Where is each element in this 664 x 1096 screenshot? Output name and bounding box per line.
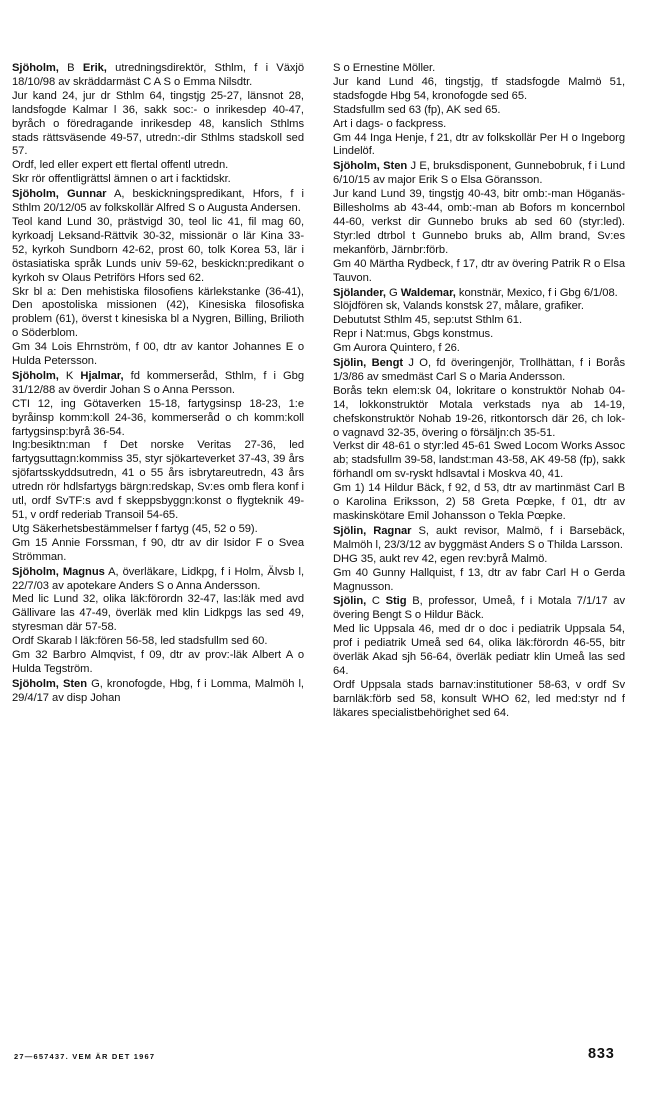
entry-paragraph: Jur kand Lund 46, tingstjg, tf stadsfogde Malmö 51, stadsfogde Hbg 54, kronofogde sed 65. bbox=[333, 75, 625, 102]
entry-paragraph: Ordf Uppsala stads barnav:institutioner 58-63, v ordf Sv barnläk:förb sed 58, konsult WHO 62, led med:styr nd f läkares specialistbehörighet sed 64. bbox=[333, 678, 625, 719]
entry-paragraph: Gm 32 Barbro Almqvist, f 09, dtr av prov:-läk Albert A o Hulda Tegström. bbox=[12, 649, 304, 675]
headword: Sjölin, bbox=[333, 524, 367, 537]
headword: Sjöholm, bbox=[12, 188, 59, 201]
entry-text: S, aukt revisor, Malmö, f i Barsebäck, Malmöh l, 23/3/12 av byggmäst Anders S o Thilda Larsson. bbox=[333, 524, 625, 551]
entry-text: J O, fd överingenjör, Trollhättan, f i Borås 1/3/86 av smedmäst Carl S o Maria Andersson. bbox=[333, 357, 625, 383]
entry-paragraph: Repr i Nat:mus, Gbgs konstmus. bbox=[333, 328, 494, 341]
entry-paragraph: Slöjdfören sk, Valands konstsk 27, målare, grafiker. bbox=[333, 300, 584, 313]
entry-sjoholm-erik bbox=[12, 62, 304, 187]
entry-paragraph: Verkst dir 48-61 o styr:led 45-61 Swed Locom Works Assoc ab; stadsfullm 39-58, landst:man 43-58, AK 49-58 (fp), sakk förhandl om sv-ryskt hdlsavtal i Moskva 40, 41. bbox=[333, 440, 625, 481]
entry-paragraph: Teol kand Lund 30, prästvigd 30, teol lic 41, fil mag 60, kyrkoadj Leksand-Rättvik 30-32, missionär o lär Kina 33-52, kyrkoh Sundborn 42-62, prost 60, tolk Korea 53, lär i östasiatiska språk Lunds univ 59-62, beskickn:predikant o kyrkoh sv Olaus Petriförs Hfors sed 62. bbox=[12, 215, 304, 284]
called-name: Gunnar bbox=[66, 188, 107, 201]
entry-sjoholm-sten-g-continued bbox=[333, 62, 625, 159]
called-name: Stig bbox=[385, 595, 407, 608]
entry-sjoholm-hjalmar bbox=[12, 370, 304, 565]
entry-sjolin-bengt bbox=[333, 357, 625, 524]
entry-sjolin-ragnar bbox=[333, 525, 625, 595]
called-name: Erik, bbox=[82, 62, 107, 74]
entry-paragraph: Utg Säkerhetsbestämmelser f fartyg (45, 52 o 59). bbox=[12, 522, 258, 535]
first-name: C bbox=[371, 595, 380, 608]
headword: Sjöholm, bbox=[12, 62, 59, 74]
entry-text: konstnär, Mexico, f i Gbg 6/1/08. bbox=[455, 286, 618, 299]
entry-sjoholm-gunnar bbox=[12, 188, 304, 369]
entry-text: J E, bruksdisponent, Gunnebobruk, f i Lund 6/10/15 av major Erik S o Elsa Göransson. bbox=[333, 160, 625, 187]
first-name: K bbox=[65, 369, 74, 382]
called-name: Magnus bbox=[62, 565, 105, 578]
entry-paragraph: Jur kand Lund 39, tingstjg 40-43, bitr omb:-man Höganäs-Billesholms ab 43-44, omb:-man ab Bofors m koncernbol 44-60, verkst dir Gunnebo bruks ab sed 60 (styr:led). Styr:led dtrbol t Gunnebo bruks ab, Allm brand, Sv:es mekanförb, Järnbr:förb. bbox=[333, 188, 625, 256]
page-number: 833 bbox=[588, 1046, 615, 1062]
entry-text: fd kommerseråd, Sthlm, f i Gbg 31/12/88 av överdir Johan S o Anna Persson. bbox=[12, 369, 305, 396]
entry-paragraph: Skr bl a: Den mehistiska filosofiens kärlekstanke (36-41), Den apostoliska missionen (42), Kinesiska filosofiska problem (61), överst t kinesiska bl a Nygren, Billing, Brilioth o Söderblom. bbox=[12, 285, 304, 340]
headword: Sjölin, bbox=[333, 595, 367, 608]
first-name: B bbox=[67, 62, 75, 74]
entry-paragraph: Ing:besiktn:man f Det norske Veritas 27-36, led fartygsuttagn:kommiss 35, styr sjökarteverket 37-43, 39 års sjöfartsskyddsutredn, 41 o 55 års isbrytareutredn, 43 års utredn rör hdlsfartygs bärgn:redskap, Sv:es omb flera konf i utl, ordf SvTF:s avd f skeppsbyggn:konst o flygteknik 49-51, v ordf rederiab Transoil 54-65. bbox=[12, 439, 304, 521]
entry-paragraph: Stadsfullm sed 63 (fp), AK sed 65. bbox=[333, 103, 501, 116]
called-name: Bengt bbox=[371, 357, 404, 370]
entry-text: A, beskickningspredikant, Hfors, f i Sthlm 20/12/05 av folkskollär Alfred S o Augusta Andersen. bbox=[12, 188, 304, 215]
entry-paragraph: DHG 35, aukt rev 42, egen rev:byrå Malmö. bbox=[333, 552, 548, 565]
entry-paragraph: S o Ernestine Möller. bbox=[333, 62, 436, 74]
entry-text: G, kronofogde, Hbg, f i Lomma, Malmöh l, 29/4/17 av disp Johan bbox=[12, 677, 304, 704]
called-name: Waldemar, bbox=[400, 286, 456, 299]
entry-paragraph: Borås tekn elem:sk 04, lokritare o konstruktör Nohab 04-14, lokkonstruktör Motala verkstads nya ab 14-19, chefskonstruktör Nohab 19-26, ritkontorsch där 26, ch lok- o vagnavd 32-35, övering o försäljn:ch 35-51. bbox=[333, 384, 625, 439]
entry-sjolin-stig bbox=[333, 595, 625, 720]
entry-paragraph: Gm 15 Annie Forssman, f 90, dtr av dir Isidor F o Svea Strömman. bbox=[12, 536, 304, 563]
entry-sjoholm-sten-g bbox=[12, 678, 304, 706]
left-column bbox=[12, 62, 304, 706]
entry-sjoholm-sten-je bbox=[333, 160, 625, 285]
entry-paragraph: Ordf, led eller expert ett flertal offentl utredn. bbox=[12, 159, 229, 172]
headword: Sjölander, bbox=[333, 286, 386, 299]
headword: Sjöholm, bbox=[333, 160, 380, 173]
entry-text: A, överläkare, Lidkpg, f i Holm, Älvsb l, 22/7/03 av apotekare Anders S o Anna Andersson. bbox=[12, 565, 304, 592]
entry-sjolander-waldemar bbox=[333, 287, 625, 357]
entry-paragraph: Skr rör offentligrättsl ämnen o art i facktidskr. bbox=[12, 173, 231, 186]
headword: Sjölin, bbox=[333, 357, 367, 370]
entry-paragraph: Jur kand 24, jur dr Sthlm 64, tingstjg 25-27, länsnot 28, landsfogde Kalmar l 36, sakk soc:- o inrikesdep 40-47, byråch o föredragande inrikesdep 48, kanslich Sthlms stads rättsväsende 49-57, utredn:-dir Sthlms stadskoll sed 57. bbox=[12, 89, 304, 158]
entry-paragraph: CTI 12, ing Götaverken 15-18, fartygsinsp 18-23, 1:e byråinsp komm:koll 24-36, kommerseråd o ch komm:koll fartygsinsp:byrå 36-54. bbox=[12, 397, 304, 438]
entry-paragraph: Gm 40 Märtha Rydbeck, f 17, dtr av övering Patrik R o Elsa Tauvon. bbox=[333, 257, 625, 284]
entry-paragraph: Gm 44 Inga Henje, f 21, dtr av folkskollär Per H o Ingeborg Lindelöf. bbox=[333, 131, 625, 158]
entry-paragraph: Gm 34 Lois Ehrnström, f 00, dtr av kantor Johannes E o Hulda Petersson. bbox=[12, 341, 304, 368]
called-name: Sten bbox=[383, 160, 408, 173]
headword: Sjöholm, bbox=[12, 369, 59, 382]
entry-sjoholm-magnus bbox=[12, 566, 304, 677]
entry-text: utredningsdirektör, Sthlm, f i Växjö 18/10/98 av skräddarmäst C A S o Emma Nilsdtr. bbox=[12, 62, 305, 88]
entry-text: B, professor, Umeå, f i Motala 7/1/17 av övering Bengt S o Hildur Bäck. bbox=[333, 595, 625, 622]
entry-paragraph: Art i dags- o fackpress. bbox=[333, 117, 447, 130]
entry-paragraph: Gm 40 Gunny Hallquist, f 13, dtr av fabr Carl H o Gerda Magnusson. bbox=[333, 566, 625, 593]
called-name: Hjalmar, bbox=[80, 369, 124, 382]
headword: Sjöholm, bbox=[12, 565, 59, 578]
right-column bbox=[333, 62, 625, 721]
called-name: Sten bbox=[62, 677, 87, 690]
entry-paragraph: Debututst Sthlm 45, sep:utst Sthlm 61. bbox=[333, 314, 523, 327]
entry-paragraph: Med lic Uppsala 46, med dr o doc i pediatrik Uppsala 54, prof i pediatrik Umeå sed 64, olika läk:förordn 46-55, bitr överläk Akad sjh 56-64, överläk pediatr klin Umeå las sed 64. bbox=[333, 623, 625, 677]
entry-paragraph: Ordf Skarab l läk:fören 56-58, led stadsfullm sed 60. bbox=[12, 635, 268, 648]
print-code: 27—657437. VEM ÄR DET 1967 bbox=[14, 1052, 156, 1061]
entry-paragraph: Med lic Lund 32, olika läk:förordn 32-47, las:läk med avd Gällivare las 47-49, överläk med klin Lidkpgs las sed 49, styresman där 57-58. bbox=[12, 593, 304, 634]
headword: Sjöholm, bbox=[12, 677, 59, 690]
called-name: Ragnar bbox=[373, 524, 412, 537]
entry-paragraph: Gm Aurora Quintero, f 26. bbox=[333, 342, 460, 355]
entry-paragraph: Gm 1) 14 Hildur Bäck, f 92, d 53, dtr av martinmäst Carl B o Karolina Eriksson, 2) 58 Greta Pœpke, f 01, dtr av maskinskötare Emil Johansson o Tekla Pœpke. bbox=[333, 482, 625, 522]
first-name: G bbox=[389, 286, 398, 299]
